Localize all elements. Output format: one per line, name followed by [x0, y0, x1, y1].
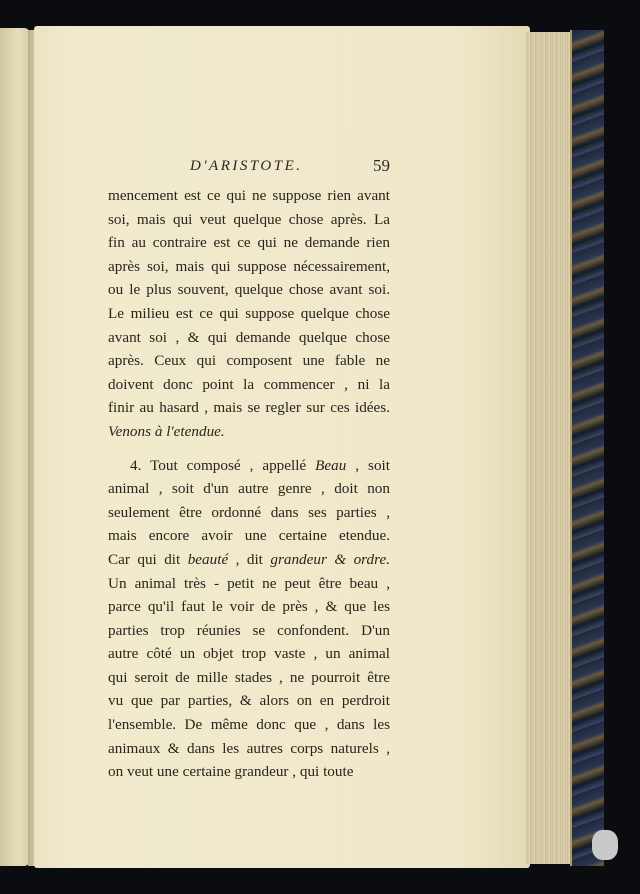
text-run: , dit — [228, 550, 271, 568]
italic-text: grandeur & ordre. — [270, 550, 390, 568]
italic-text: Beau — [315, 456, 347, 474]
text-line — [108, 454, 390, 478]
text-run: animal , soit d'un autre genre , doit non — [108, 480, 390, 498]
text-line — [108, 642, 390, 666]
text-line — [108, 326, 390, 350]
text-line — [108, 619, 390, 643]
text-line — [108, 184, 390, 208]
text-run: , soit — [346, 456, 391, 474]
text-run: après. Ceux qui composent une fable ne — [108, 352, 390, 370]
paragraph-1 — [108, 184, 390, 444]
text-line — [108, 278, 390, 302]
text-run: après soi, mais qui suppose nécessairement, — [108, 257, 390, 275]
text-line — [108, 302, 390, 326]
text-run: Le milieu est ce qui suppose quelque chose — [108, 304, 390, 322]
text-line — [108, 373, 390, 397]
text-line — [108, 595, 390, 619]
text-line — [108, 349, 390, 373]
cover-worn-spot — [592, 830, 618, 860]
text-run: fin au contraire est ce qui ne demande rien — [108, 234, 390, 252]
text-line — [108, 420, 390, 444]
text-run: parce qu'il faut le voir de près , & que les — [108, 598, 390, 616]
text-line — [108, 396, 390, 420]
text-run: finir au hasard , mais se regler sur ces idées. — [108, 399, 390, 417]
body-text — [108, 184, 390, 784]
text-line — [108, 713, 390, 737]
text-line — [108, 255, 390, 279]
left-page-edge — [0, 28, 30, 866]
marbled-cover — [570, 30, 604, 866]
page-number: 59 — [373, 156, 390, 175]
text-line — [108, 231, 390, 255]
text-run: animaux & dans les autres corps naturels , — [108, 739, 390, 757]
italic-text: Venons à l'etendue. — [108, 422, 225, 440]
text-line — [108, 666, 390, 690]
text-run: Car qui dit — [108, 550, 188, 568]
text-run: l'ensemble. De même donc que , dans les — [108, 716, 390, 734]
paragraph-2 — [108, 454, 390, 784]
text-line — [108, 524, 390, 548]
running-title: D'ARISTOTE. — [190, 158, 303, 174]
text-run: mais encore avoir une certaine etendue. — [108, 527, 390, 545]
text-run: Un animal très - petit ne peut être beau , — [108, 574, 390, 592]
text-run: parties trop réunies se confondent. D'un — [108, 621, 390, 639]
text-run: on veut une certaine grandeur , qui toute — [108, 763, 354, 781]
running-header — [190, 158, 390, 182]
text-line — [108, 208, 390, 232]
page-block-edges — [526, 32, 576, 864]
text-line — [108, 477, 390, 501]
italic-text: beauté — [187, 550, 229, 568]
text-run: avant soi , & qui demande quelque chose — [108, 328, 390, 346]
text-run: doivent donc point la commencer , ni la — [108, 375, 390, 393]
text-run: soi, mais qui veut quelque chose après. La — [108, 210, 390, 228]
text-line — [108, 760, 390, 784]
text-line — [108, 572, 390, 596]
text-line — [108, 689, 390, 713]
text-run: autre côté un objet trop vaste , un animal — [108, 645, 390, 663]
text-run: ou le plus souvent, quelque chose avant soi. — [108, 281, 390, 299]
text-run: 4. Tout composé , appellé — [130, 456, 316, 474]
text-run: mencement est ce qui ne suppose rien avant — [108, 187, 390, 204]
text-line — [108, 501, 390, 525]
text-line — [108, 548, 390, 572]
text-line — [108, 737, 390, 761]
text-run: qui seroit de mille stades , ne pourroit être — [108, 668, 390, 686]
text-run: seulement être ordonné dans ses parties , — [108, 503, 390, 521]
text-run: vu que par parties, & alors on en perdroit — [108, 692, 390, 710]
